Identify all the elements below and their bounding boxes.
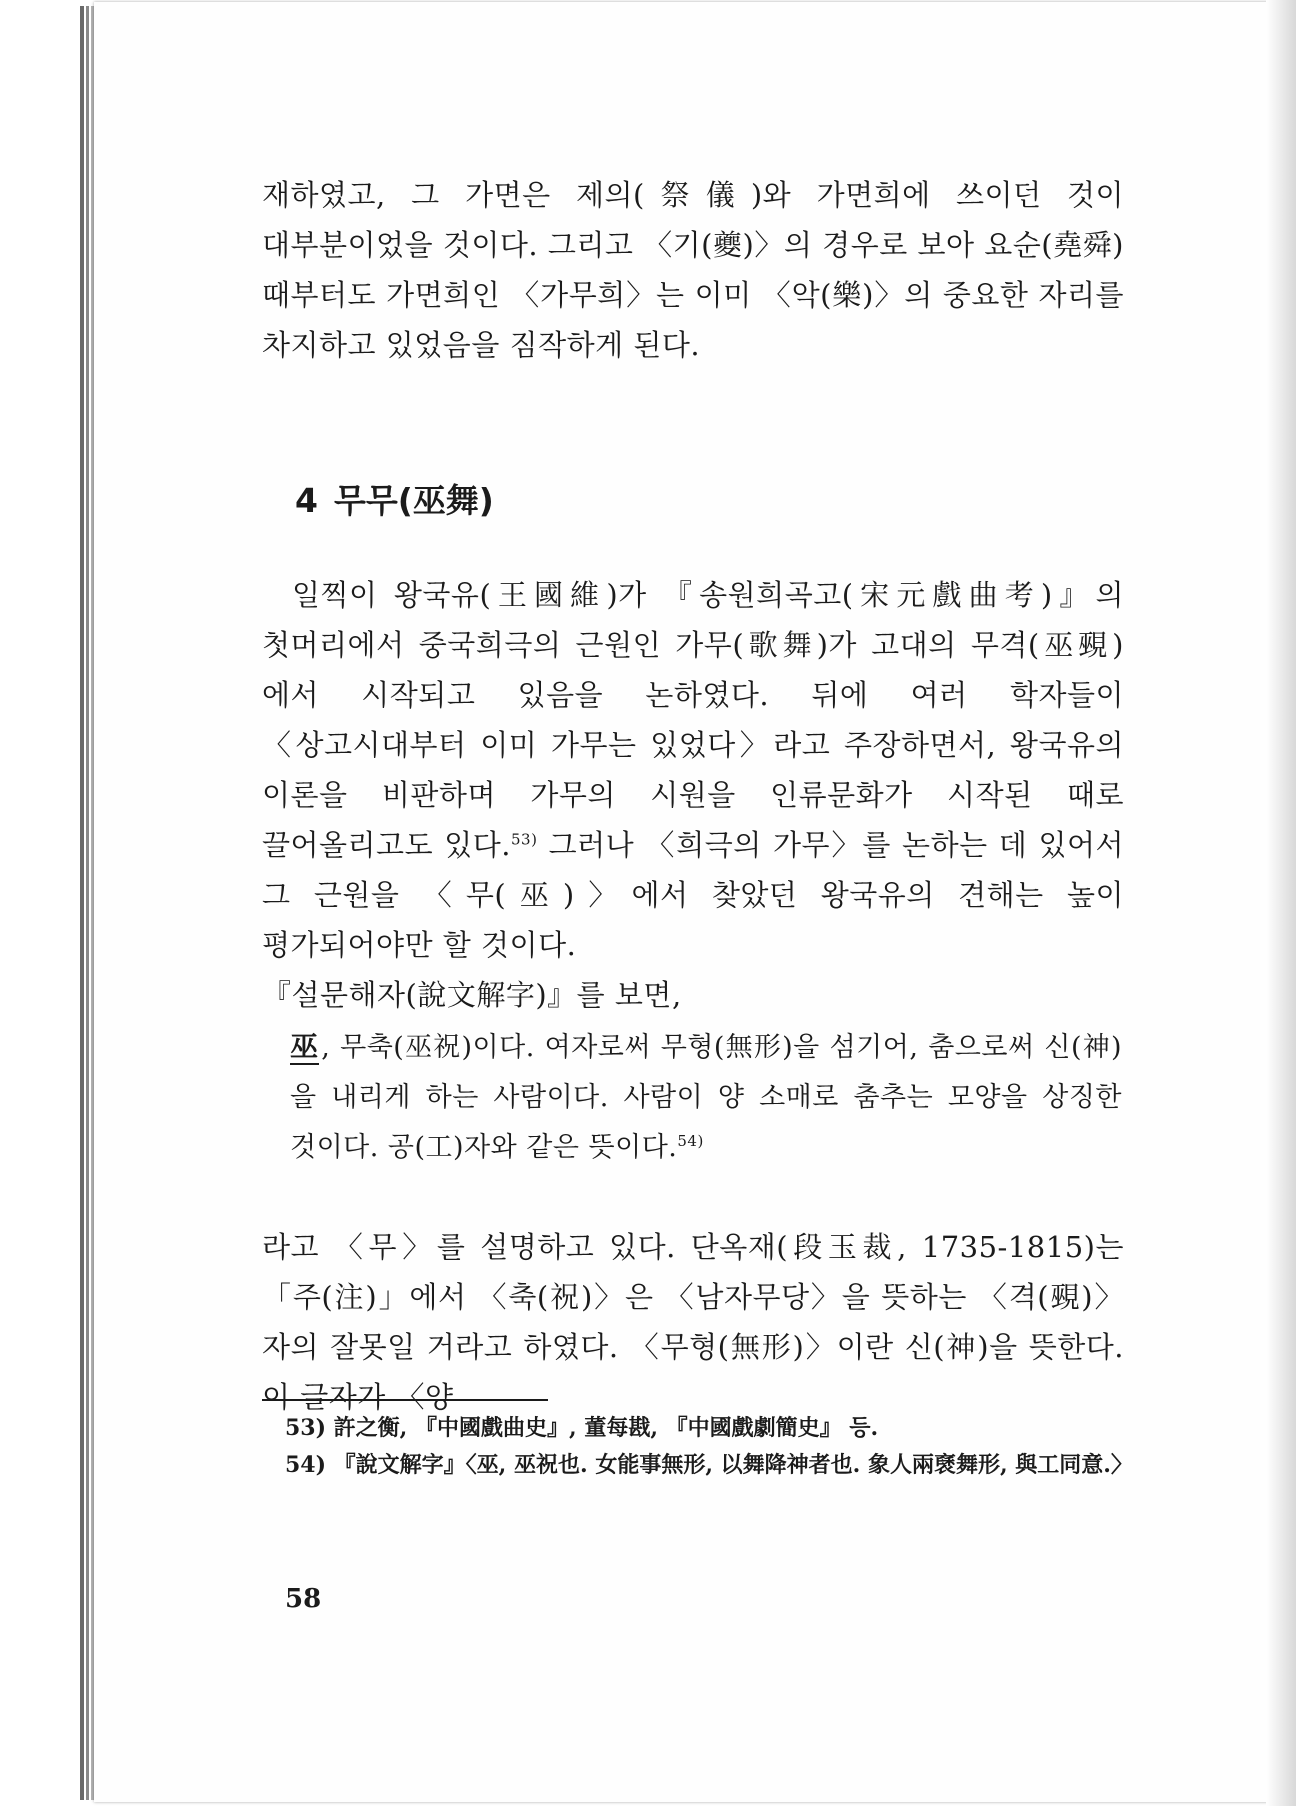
intro-block [262,170,1124,370]
footnote-54: 54) 『說文解字』〈巫, 巫祝也. 女能事無形, 以舞降神者也. 象人兩褎舞形, 與工同意.〉 [285,1452,1133,1478]
section-title: 무무(巫舞) [333,481,494,520]
footnote-rule [262,1399,548,1401]
section-heading [295,475,494,522]
body-paragraph-1-cont: 그러나 〈희극의 가무〉를 논하는 데 있어서 그 근원을 〈무(巫)〉에서 찾았던 왕국유의 견해는 높이 평가되어야만 할 것이다. [262,828,1124,962]
footnote-ref-54[interactable]: 54) [677,1132,704,1150]
footnote-53: 53) 許之衡, 『中國戲曲史』, 董每戡, 『中國戲劇簡史』 등. [285,1415,879,1441]
body-paragraph-1 [262,570,1124,970]
quote-paragraph [290,1022,1122,1173]
after-quote-block [262,1222,1124,1422]
intro-paragraph: 재하였고, 그 가면은 제의(祭儀)와 가면희에 쓰이던 것이 대부분이었을 것이다. 그리고 〈기(夔)〉의 경우로 보아 요순(堯舜) 때부터도 가면희인 〈가무희〉는 이미 〈악(樂)〉의 중요한 자리를 차지하고 있었음을 짐작하게 된다. [262,178,1124,362]
after-quote-paragraph: 라고 〈무〉를 설명하고 있다. 단옥재(段玉裁, 1735-1815)는 「주(注)」에서 〈축(祝)〉은 〈남자무당〉을 뜻하는 〈격(覡)〉자의 잘못일 거라고 하였다. 〈무형(無形)〉이란 신(神)을 뜻한다. 이 글자가 〈양 [262,1230,1124,1414]
page-stack-edge [86,6,89,1800]
body-block [262,570,1124,1020]
ancient-glyph: 巫 [290,1030,320,1063]
body-paragraph-1-text: 일찍이 왕국유(王國維)가 『송원희곡고(宋元戲曲考)』의 첫머리에서 중국희극의 근원인 가무(歌舞)가 고대의 무격(巫覡)에서 시작되고 있음을 논하였다. 뒤에 여러 학자들이 〈상고시대부터 이미 가무는 있었다〉라고 주장하면서, 왕국유의 이론을 비판하며 가무의 시원을 인류문화가 시작된 때로 끌어올리고도 있다. [262,578,1124,862]
block-quote [290,1022,1122,1173]
page-edge-shadow [1266,0,1296,1806]
footnotes [285,1410,1133,1484]
quote-text: , 무축(巫祝)이다. 여자로써 무형(無形)을 섬기어, 춤으로써 신(神)을 내리게 하는 사람이다. 사람이 양 소매로 춤추는 모양을 상징한 것이다. 공(工)자와 같은 뜻이다. [290,1032,1122,1163]
page-number: 58 [285,1584,322,1614]
footnote-ref-53[interactable]: 53) [511,830,538,849]
body-paragraph-2: 『설문해자(說文解字)』를 보면, [262,978,682,1012]
section-number: 4 [295,481,318,520]
page-stack-edge [80,6,84,1800]
